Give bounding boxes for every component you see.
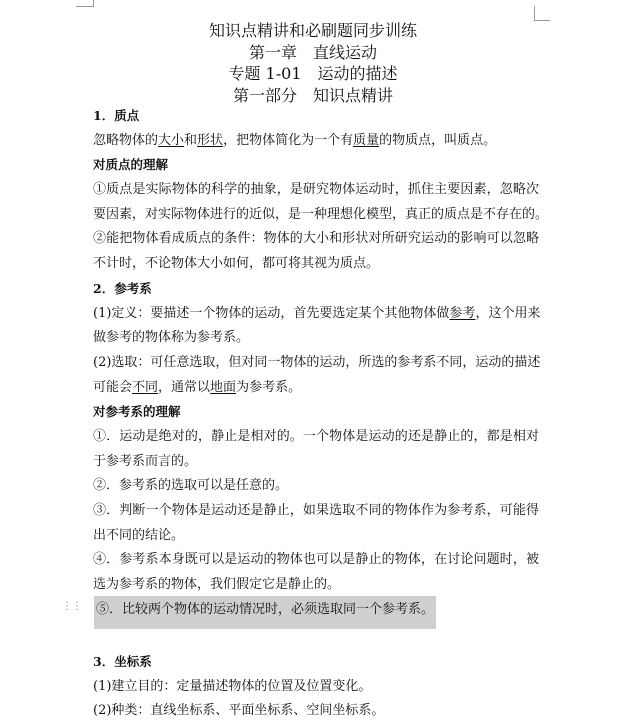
paragraph-line: 出不同的结论。 [93, 527, 185, 543]
section-heading-coordinate-system: 3．坐标系 [93, 654, 152, 669]
selected-paragraph-text[interactable]: ⑤．比较两个物体的运动情况时，必须选取同一个参考系。 [96, 602, 435, 617]
particle-definition: 忽略物体的大小和形状，把物体简化为一个有质量的物质点，叫质点。 [93, 132, 497, 148]
title-block [0, 20, 626, 106]
document-body-continued[interactable] [93, 650, 539, 724]
section-heading-particle: 1．质点 [93, 108, 140, 123]
paragraph-line: 要因素，对实际物体进行的近似，是一种理想化模型，真正的质点是不存在的。 [93, 206, 549, 222]
part-title: 第一部分 知识点精讲 [232, 85, 393, 105]
paragraph-line: (1)建立目的：定量描述物体的位置及位置变化。 [93, 678, 372, 694]
paragraph-line: (2)种类：直线坐标系、平面坐标系、空间坐标系。 [93, 703, 385, 719]
paragraph-line: ④．参考系本身既可以是运动的物体也可以是静止的物体，在讨论问题时，被 [93, 552, 539, 568]
document-title: 知识点精讲和必刷题同步训练 [208, 21, 417, 40]
paragraph-line: (2)选取：可任意选取，但对同一物体的运动，所选的参考系不同，运动的描述 [93, 354, 541, 370]
paragraph-line: ③．判断一个物体是运动还是静止，如果选取不同的物体作为参考系，可能得 [93, 503, 539, 518]
paragraph-line: ②能把物体看成质点的条件：物体的大小和形状对所研究运动的影响可以忽略 [93, 231, 539, 247]
paragraph-line: (1)定义：要描述一个物体的运动，首先要选定某个其他物体做参考，这个用来 [93, 305, 541, 321]
chapter-title: 第一章 直线运动 [248, 42, 377, 62]
paragraph-line: 不计时，不论物体大小如何，都可将其视为质点。 [93, 256, 380, 272]
paragraph-line: ②．参考系的选取可以是任意的。 [93, 478, 289, 494]
paragraph-line: 可能会不同，通常以地面为参考系。 [93, 379, 302, 395]
subheading-reference-understanding: 对参考系的理解 [93, 404, 181, 420]
paragraph-line: 做参考的物体称为参考系。 [93, 330, 250, 346]
subheading-particle-understanding: 对质点的理解 [93, 157, 169, 173]
paragraph-line: 于参考系而言的。 [93, 453, 198, 469]
topic-title: 专题 1-01 运动的描述 [228, 64, 398, 83]
paragraph-line: ①．运动是绝对的，静止是相对的。一个物体是运动的还是静止的，都是相对 [93, 428, 539, 444]
drag-handle-icon[interactable]: ⋮⋮ [62, 601, 82, 612]
document-body[interactable] [93, 104, 549, 598]
paragraph-line: 选为参考系的物体，我们假定它是静止的。 [93, 577, 341, 593]
paragraph-line: ①质点是实际物体的科学的抽象，是研究物体运动时，抓住主要因素，忽略次 [93, 182, 539, 198]
section-heading-reference-frame: 2．参考系 [93, 280, 152, 296]
